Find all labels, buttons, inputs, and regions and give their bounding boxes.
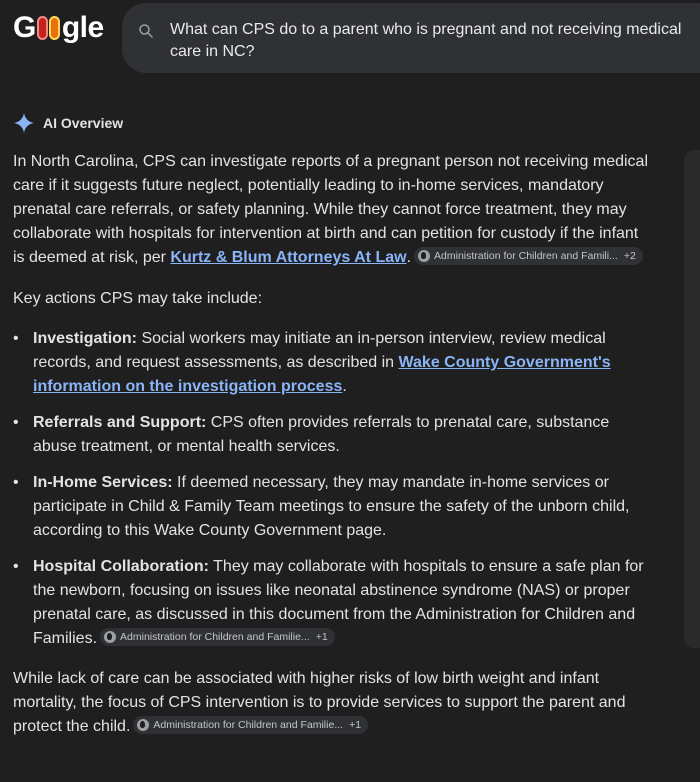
- list-item: [13, 327, 653, 399]
- action-text: Social workers may initiate an in-person interview, review medical records, and request assessments, as described in: [33, 330, 606, 371]
- list-item: [13, 555, 653, 651]
- intro-period: .: [406, 249, 412, 266]
- source-chip[interactable]: [100, 628, 335, 646]
- action-period: .: [342, 378, 347, 395]
- source-favicon-icon: [104, 631, 116, 643]
- source-chip[interactable]: [414, 247, 643, 265]
- source-chip-label: Administration for Children and Famili...: [434, 249, 618, 262]
- gemini-sparkle-icon: [13, 112, 35, 134]
- logo-doodle-icon: [37, 16, 61, 40]
- side-panel-edge: [684, 150, 700, 648]
- action-title: Investigation:: [33, 330, 138, 347]
- logo-letter-g: G: [13, 11, 36, 44]
- source-chip-label: Administration for Children and Familie...: [120, 630, 310, 643]
- action-text: They may collaborate with hospitals to ensure a safe plan for the newborn, focusing on issues like neonatal abstinence syndrome (NAS) or proper prenatal care, as discussed in this document from the Administration for Children and Families.: [33, 558, 644, 647]
- action-text: If deemed necessary, they may mandate in-home services or participate in Child & Family Team meetings to ensure the safety of the unborn child, according to this Wake County Government page.: [33, 474, 630, 539]
- action-title: In-Home Services:: [33, 474, 173, 491]
- logo-letters-gle: gle: [61, 11, 104, 44]
- source-chip[interactable]: [133, 716, 368, 734]
- intro-paragraph: [13, 150, 653, 270]
- source-favicon-icon: [418, 250, 430, 262]
- closing-text: While lack of care can be associated with higher risks of low birth weight and infant mortality, the focus of CPS intervention is to provide services to support the parent and protect the child.: [13, 670, 626, 735]
- source-chip-count: +1: [315, 630, 328, 643]
- actions-list: [13, 327, 653, 651]
- search-input[interactable]: What can CPS do to a parent who is pregnant and not receiving medical care in NC?: [170, 21, 682, 60]
- ai-overview-title: AI Overview: [43, 115, 124, 131]
- action-title: Hospital Collaboration:: [33, 558, 209, 575]
- search-box[interactable]: [122, 3, 700, 73]
- wake-county-link[interactable]: Wake County Government's information on the investigation process: [33, 354, 611, 395]
- ai-overview-content: [13, 150, 653, 739]
- action-title: Referrals and Support:: [33, 414, 207, 431]
- kurtz-blum-link[interactable]: Kurtz & Blum Attorneys At Law: [170, 249, 407, 266]
- google-logo[interactable]: [13, 8, 104, 48]
- source-chip-label: Administration for Children and Familie...: [153, 718, 344, 731]
- source-chip-count: +2: [623, 249, 636, 262]
- header: [0, 0, 700, 85]
- intro-text: In North Carolina, CPS can investigate reports of a pregnant person not receiving medical care if it suggests future neglect, potentially leading to in-home services, mandatory prenatal care referrals, or safety planning. While they cannot force treatment, they may collaborate with hospitals for intervention at birth and can petition for custody if the infant is deemed at risk, per: [13, 153, 649, 266]
- action-text: CPS often provides referrals to prenatal care, substance abuse treatment, or mental health services.: [33, 414, 610, 455]
- ai-overview-header: [13, 112, 123, 134]
- closing-paragraph: [13, 667, 653, 739]
- key-actions-heading: Key actions CPS may take include:: [13, 290, 263, 307]
- search-icon[interactable]: [137, 22, 155, 40]
- source-favicon-icon: [137, 719, 149, 731]
- source-chip-count: +1: [349, 718, 362, 731]
- list-item: [13, 411, 653, 459]
- list-item: [13, 471, 653, 543]
